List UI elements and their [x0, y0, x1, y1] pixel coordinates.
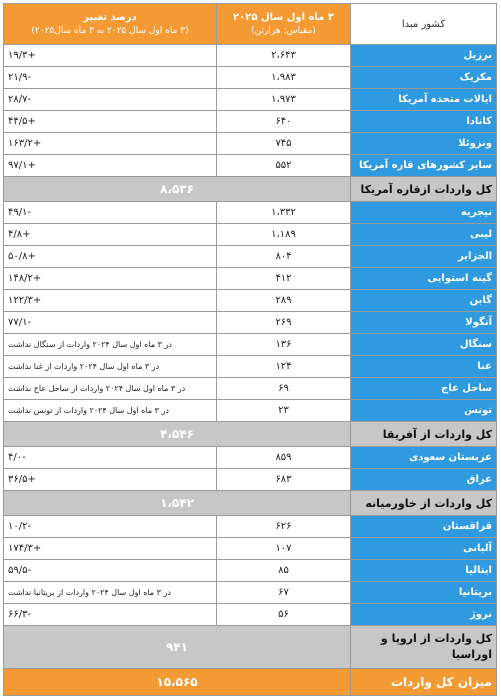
- volume-cell: ۱۳۶: [217, 334, 351, 356]
- origin-cell: کانادا: [351, 111, 497, 133]
- volume-cell: ۲۳: [217, 400, 351, 422]
- total-label: کل واردات از خاورمیانه: [351, 491, 497, 516]
- origin-cell: مکزیک: [351, 67, 497, 89]
- change-note-cell: در ۳ ماه اول سال ۲۰۲۴ واردات از غنا نداشت: [4, 356, 217, 378]
- origin-cell: غنا: [351, 356, 497, 378]
- total-value: ۹۴۱: [4, 626, 351, 669]
- header-change-title: درصد تغییر: [83, 11, 137, 23]
- table-row: [4, 155, 497, 177]
- header-origin: کشور مبدا: [351, 4, 497, 45]
- origin-cell: گابن: [351, 290, 497, 312]
- table-row: [4, 202, 497, 224]
- change-cell: +۱۲۲/۳: [4, 290, 217, 312]
- table-row: [4, 133, 497, 155]
- total-row-middle-east: [4, 491, 497, 516]
- volume-cell: ۶۲۶: [217, 516, 351, 538]
- change-cell: -۲۸/۷: [4, 89, 217, 111]
- header-change: [4, 4, 217, 45]
- header-volume: [217, 4, 351, 45]
- change-cell: -۲۱/۹: [4, 67, 217, 89]
- table-row: [4, 290, 497, 312]
- volume-cell: ۸۰۴: [217, 246, 351, 268]
- origin-cell: نروژ: [351, 604, 497, 626]
- change-cell: -۶۶/۳: [4, 604, 217, 626]
- origin-cell: ساحل عاج: [351, 378, 497, 400]
- table-row: [4, 67, 497, 89]
- origin-cell: برزیل: [351, 45, 497, 67]
- table-row: [4, 469, 497, 491]
- volume-cell: ۱۰۷: [217, 538, 351, 560]
- grand-total-value: ۱۵،۵۶۵: [4, 669, 351, 696]
- origin-cell: عراق: [351, 469, 497, 491]
- volume-cell: ۸۵۹: [217, 447, 351, 469]
- change-cell: +۴۴/۵: [4, 111, 217, 133]
- grand-total-row: [4, 669, 497, 696]
- origin-cell: عربستان سعودی: [351, 447, 497, 469]
- table-row: [4, 246, 497, 268]
- total-row-africa: [4, 422, 497, 447]
- change-cell: -۴۹/۱: [4, 202, 217, 224]
- volume-cell: ۵۶: [217, 604, 351, 626]
- table-row: [4, 582, 497, 604]
- origin-cell: لیبی: [351, 224, 497, 246]
- change-note-cell: در ۳ ماه اول سال ۲۰۲۴ واردات از تونس نداشت: [4, 400, 217, 422]
- volume-cell: ۵۵۲: [217, 155, 351, 177]
- volume-cell: ۶۹: [217, 378, 351, 400]
- origin-cell: سنگال: [351, 334, 497, 356]
- total-label: کل واردات از آفریقا: [351, 422, 497, 447]
- change-cell: +۴/۸: [4, 224, 217, 246]
- total-row-europe: [4, 626, 497, 669]
- change-cell: +۱۷۴/۳: [4, 538, 217, 560]
- volume-cell: ۸۵: [217, 560, 351, 582]
- table-row: [4, 378, 497, 400]
- change-note-cell: در ۳ ماه اول سال ۲۰۲۴ واردات از بریتانیا نداشت: [4, 582, 217, 604]
- change-cell: +۱۹/۳: [4, 45, 217, 67]
- origin-cell: تونس: [351, 400, 497, 422]
- change-note-cell: در ۳ ماه اول سال ۲۰۲۴ واردات از ساحل عاج نداشت: [4, 378, 217, 400]
- table-row: [4, 268, 497, 290]
- total-label: کل واردات از اروپا و اوراسیا: [351, 626, 497, 669]
- volume-cell: ۶۷: [217, 582, 351, 604]
- table-row: [4, 334, 497, 356]
- change-cell: -۴/۰: [4, 447, 217, 469]
- volume-cell: ۱،۹۸۳: [217, 67, 351, 89]
- change-cell: -۷۷/۱: [4, 312, 217, 334]
- origin-cell: قزاقستان: [351, 516, 497, 538]
- total-value: ۱،۵۴۲: [4, 491, 351, 516]
- volume-cell: ۱۲۴: [217, 356, 351, 378]
- volume-cell: ۲۶۹: [217, 312, 351, 334]
- change-cell: +۹۷/۱: [4, 155, 217, 177]
- origin-cell: سایر کشورهای قاره آمریکا: [351, 155, 497, 177]
- table-row: [4, 45, 497, 67]
- origin-cell: آنگولا: [351, 312, 497, 334]
- table-row: [4, 447, 497, 469]
- origin-cell: ایتالیا: [351, 560, 497, 582]
- origin-cell: الجزایر: [351, 246, 497, 268]
- volume-cell: ۱،۱۸۹: [217, 224, 351, 246]
- volume-cell: ۶۸۳: [217, 469, 351, 491]
- table-row: [4, 356, 497, 378]
- import-table: [3, 3, 497, 696]
- header-row: [4, 4, 497, 45]
- volume-cell: ۴۱۲: [217, 268, 351, 290]
- volume-cell: ۲،۶۴۳: [217, 45, 351, 67]
- table-row: [4, 516, 497, 538]
- total-label: کل واردات ازقاره آمریکا: [351, 177, 497, 202]
- total-value: ۸،۵۳۶: [4, 177, 351, 202]
- volume-cell: ۱،۹۷۳: [217, 89, 351, 111]
- origin-cell: نیجریه: [351, 202, 497, 224]
- change-cell: -۱۰/۲: [4, 516, 217, 538]
- total-row-america: [4, 177, 497, 202]
- table-row: [4, 604, 497, 626]
- origin-cell: ایالات متحده آمریکا: [351, 89, 497, 111]
- origin-cell: آلبانی: [351, 538, 497, 560]
- change-cell: +۱۶۳/۲: [4, 133, 217, 155]
- table-row: [4, 111, 497, 133]
- change-cell: +۵۰/۸: [4, 246, 217, 268]
- origin-cell: ونزوئلا: [351, 133, 497, 155]
- volume-cell: ۷۴۵: [217, 133, 351, 155]
- table-row: [4, 538, 497, 560]
- table-row: [4, 400, 497, 422]
- origin-cell: گینه استوایی: [351, 268, 497, 290]
- change-cell: +۳۶/۵: [4, 469, 217, 491]
- volume-cell: ۶۴۰: [217, 111, 351, 133]
- volume-cell: ۲۸۹: [217, 290, 351, 312]
- origin-cell: بریتانیا: [351, 582, 497, 604]
- table-row: [4, 560, 497, 582]
- header-volume-unit: (مقیاس: هزارتن): [251, 25, 316, 36]
- table-row: [4, 312, 497, 334]
- total-value: ۴،۵۴۶: [4, 422, 351, 447]
- change-note-cell: در ۳ ماه اول سال ۲۰۲۴ واردات از سنگال نداشت: [4, 334, 217, 356]
- change-cell: -۵۹/۵: [4, 560, 217, 582]
- header-volume-title: ۳ ماه اول سال ۲۰۲۵: [233, 11, 334, 23]
- table-row: [4, 224, 497, 246]
- change-cell: +۱۴۸/۲: [4, 268, 217, 290]
- grand-total-label: میزان کل واردات: [351, 669, 497, 696]
- volume-cell: ۱،۳۳۲: [217, 202, 351, 224]
- header-change-sub: (۳ ماه اول سال ۲۰۲۵ به ۳ ماه سال۲۰۲۵): [31, 25, 189, 36]
- table-row: [4, 89, 497, 111]
